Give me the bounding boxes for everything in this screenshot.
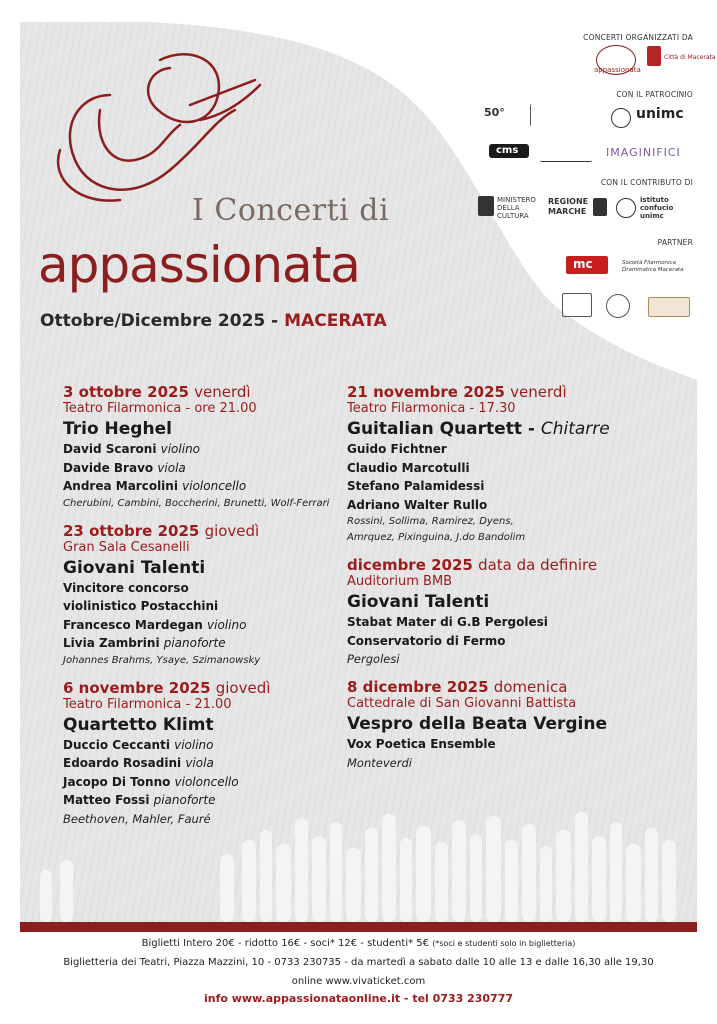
contribution-heading: CON IL CONTRIBUTO DI — [600, 178, 693, 187]
performer: Stefano Palamidessi — [347, 479, 485, 493]
event-date: 23 ottobre 2025 giovedì — [63, 521, 260, 540]
partner-logo-3-icon — [562, 293, 592, 317]
organized-heading: CONCERTI ORGANIZZATI DA — [583, 33, 693, 42]
event-composers: Pergolesi — [347, 652, 400, 666]
event-composers: Rossini, Sollima, Ramirez, Dyens, — [347, 516, 514, 527]
organizer-appassionata: appassionata — [594, 66, 641, 74]
event-title: Giovani Talenti — [63, 557, 206, 578]
performer: Stabat Mater di G.B Pergolesi — [347, 615, 548, 629]
footer-tickets: Biglietti Intero 20€ - ridotto 16€ - soci* 12€ - studenti* 5€ (*soci e studenti solo in biglietteria) — [141, 938, 576, 949]
performer: Edoardo Rosadini viola — [63, 756, 214, 770]
event-vespro — [347, 678, 647, 772]
ministero-icon — [478, 196, 494, 216]
event-title: Giovani Talenti — [347, 592, 490, 612]
patron-imaginifici: IMAGINIFICI — [606, 146, 681, 159]
season-subtitle — [40, 311, 387, 331]
performer: Conservatorio di Fermo — [347, 633, 506, 648]
event-title: Quartetto Klimt — [63, 714, 214, 735]
contributor-ministero: MINISTERO DELLA CULTURA — [497, 196, 536, 220]
mangone-logo-icon — [540, 144, 592, 162]
event-date: 8 dicembre 2025 domenica — [347, 678, 568, 696]
patron-unimc: unimc — [636, 106, 684, 122]
event-giovani-talenti-1 — [63, 522, 338, 669]
violinist-logo-icon — [40, 40, 270, 215]
partner-heading: PARTNER — [657, 238, 693, 247]
performer: Livia Zambrini pianoforte — [63, 636, 226, 650]
conservatorio-logo-icon — [530, 104, 596, 126]
performer: violinistico Postacchini — [63, 599, 219, 613]
event-title: Trio Heghel — [63, 419, 172, 439]
event-composers: Beethoven, Mahler, Fauré — [63, 811, 211, 826]
macerata-crest-icon — [647, 46, 661, 66]
partner-filarmonica: Società Filarmonica Drammatica Macerata — [622, 260, 684, 273]
event-venue: Gran Sala Cesanelli — [63, 539, 190, 555]
season-dates: Ottobre/Dicembre 2025 - — [40, 311, 285, 331]
footer-box-office: Biglietteria dei Teatri, Piazza Mazzini, 10 - 0733 230735 - da martedì a sabato dalle 10 alle 13 e dalle 16,30 alle 19,30 — [63, 957, 654, 968]
event-composers: Monteverdi — [347, 755, 412, 770]
performer: Davide Bravo viola — [63, 460, 186, 475]
footer-info-link[interactable]: info www.appassionataonline.it - tel 0733 230777 — [203, 992, 514, 1005]
performer: Guido Fichtner — [347, 442, 447, 456]
event-giovani-talenti-2 — [347, 556, 647, 668]
event-composers: Johannes Brahms, Ysaye, Szimanowsky — [63, 654, 261, 666]
performer: Claudio Marcotulli — [347, 460, 470, 475]
performer: Francesco Mardegan violino — [63, 617, 247, 632]
performer: Jacopo Di Tonno violoncello — [63, 774, 239, 789]
performer: Vincitore concorso — [63, 580, 189, 595]
regione-crest-icon — [593, 198, 607, 216]
event-date: 3 ottobre 2025 venerdì — [63, 383, 251, 401]
title-line-1: I Concerti di — [192, 193, 390, 228]
performer: Andrea Marcolini violoncello — [63, 479, 247, 493]
event-venue: Teatro Filarmonica - 17.30 — [347, 401, 516, 416]
title-line-2: appassionata — [38, 236, 360, 294]
organizer-macerata: Città di Macerata — [664, 54, 716, 61]
partner-seal-icon — [606, 294, 630, 318]
performer: David Scaroni violino — [63, 442, 201, 456]
footer-online-link[interactable]: online www.vivaticket.com — [291, 976, 426, 987]
event-date: dicembre 2025 data da definire — [347, 556, 598, 574]
event-date: 21 novembre 2025 venerdì — [347, 383, 567, 401]
event-venue: Auditorium BMB — [347, 574, 453, 589]
event-composers: Amrquez, Pixinguina, J.do Bandolim — [347, 532, 526, 543]
season-city: MACERATA — [284, 311, 387, 331]
patron-50: 50° — [484, 106, 505, 119]
partner-building-icon — [648, 297, 690, 317]
event-title: Guitalian Quartett - Chitarre — [347, 419, 610, 439]
event-trio-heghel — [63, 383, 338, 512]
event-quartetto-klimt — [63, 679, 338, 828]
confucio-seal-icon — [616, 198, 636, 218]
red-divider — [20, 922, 697, 932]
contributor-confucio: istituto confucio unimc — [640, 196, 674, 220]
patron-cms: cms — [496, 145, 519, 156]
event-venue: Cattedrale di San Giovanni Battista — [347, 696, 577, 711]
event-date: 6 novembre 2025 giovedì — [63, 678, 271, 697]
event-venue: Teatro Filarmonica - 21.00 — [63, 696, 232, 712]
program-left-column — [63, 383, 338, 838]
performer: Vox Poetica Ensemble — [347, 737, 496, 751]
partner-mc: mc — [573, 257, 593, 271]
event-guitalian-quartett — [347, 383, 647, 546]
performer: Adriano Walter Rullo — [347, 497, 488, 512]
event-title: Vespro della Beata Vergine — [347, 714, 608, 734]
contributor-regione: REGIONE MARCHE — [548, 197, 589, 216]
program-right-column — [347, 383, 647, 782]
event-venue: Teatro Filarmonica - ore 21.00 — [63, 401, 257, 416]
unimc-seal-icon — [611, 108, 631, 128]
performer: Matteo Fossi pianoforte — [63, 793, 216, 807]
performer: Duccio Ceccanti violino — [63, 737, 214, 752]
event-composers: Cherubini, Cambini, Boccherini, Brunetti, Wolf-Ferrari — [63, 497, 330, 509]
patronage-heading: CON IL PATROCINIO — [616, 90, 693, 99]
